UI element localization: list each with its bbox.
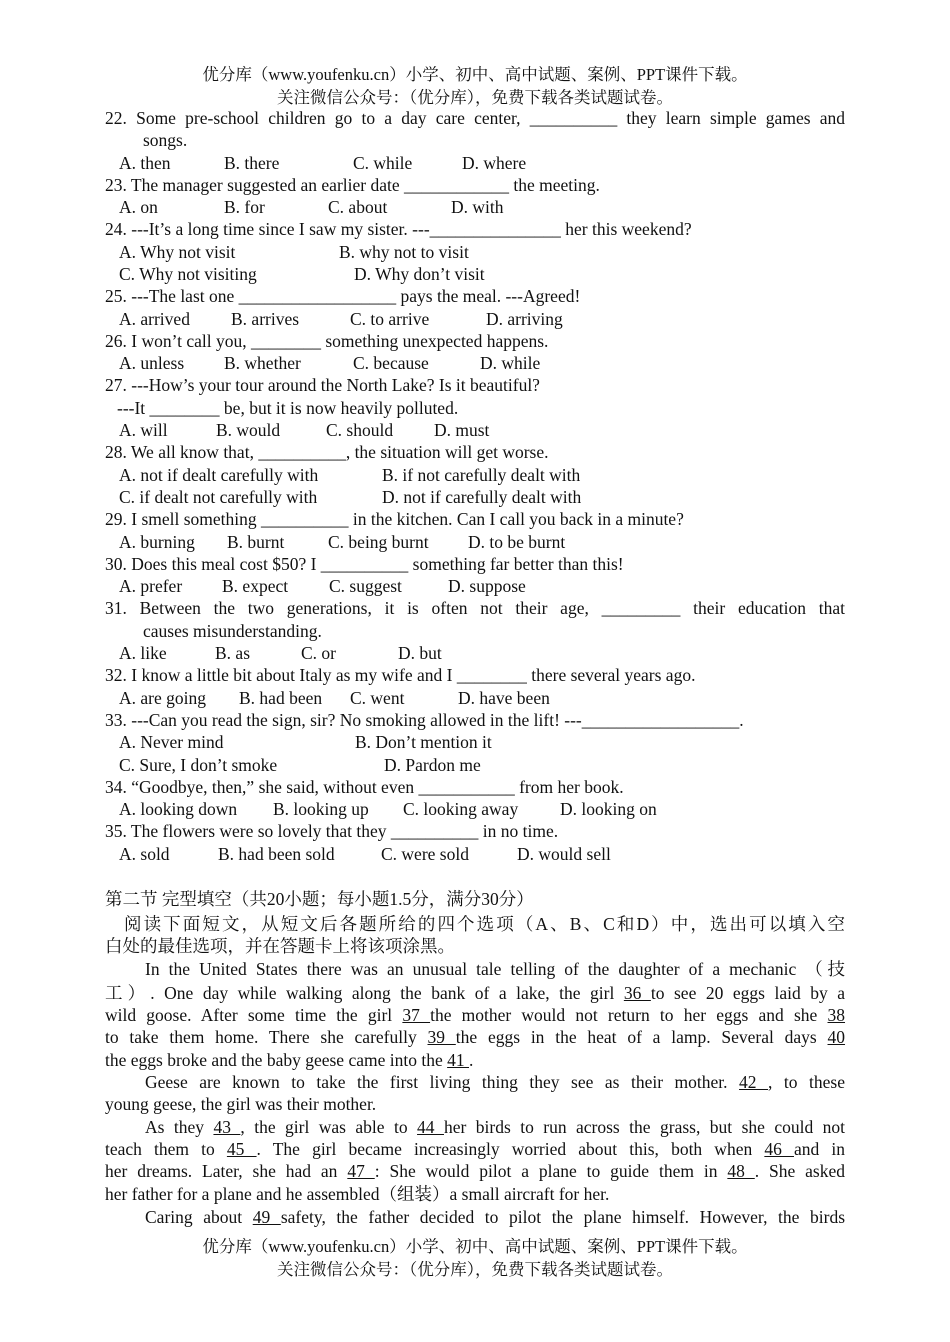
section-title: 第二节 完型填空（共20小题；每小题1.5分，满分30分） xyxy=(105,889,534,909)
question-27-stem-cont: ---It ________ be, but it is now heavily polluted. xyxy=(117,398,459,418)
option-b[interactable]: B. would xyxy=(216,420,281,440)
passage-p3-line1: As they 43 , the girl was able to 44 her birds to run across the grass, but she could not xyxy=(145,1117,846,1137)
option-c[interactable]: C. about xyxy=(328,197,388,217)
option-a[interactable]: A. unless xyxy=(119,353,185,373)
option-c[interactable]: C. being burnt xyxy=(328,532,429,552)
option-c[interactable]: C. looking away xyxy=(403,799,519,819)
option-a[interactable]: A. Why not visit xyxy=(119,242,236,262)
passage-p3-line4: her father for a plane and he assembled（组装）a small aircraft for her. xyxy=(105,1184,610,1204)
option-b[interactable]: B. whether xyxy=(224,353,301,373)
option-d[interactable]: D. suppose xyxy=(448,576,526,596)
question-26-stem: 26. I won’t call you, ________ something unexpected happens. xyxy=(105,331,549,351)
option-b[interactable]: B. expect xyxy=(222,576,289,596)
option-d[interactable]: D. looking on xyxy=(560,799,657,819)
question-32-stem: 32. I know a little bit about Italy as my wife and I ________ there several years ago. xyxy=(105,665,696,685)
blank-38[interactable]: 38 xyxy=(827,1005,846,1025)
question-34-stem: 34. “Goodbye, then,” she said, without even ___________ from her book. xyxy=(105,777,624,797)
question-29-stem: 29. I smell something __________ in the kitchen. Can I call you back in a minute? xyxy=(105,509,684,529)
option-b[interactable]: B. as xyxy=(215,643,250,663)
option-a[interactable]: A. then xyxy=(119,153,171,173)
option-a[interactable]: A. arrived xyxy=(119,309,190,329)
blank-49[interactable]: 49 xyxy=(252,1207,281,1227)
option-d[interactable]: D. must xyxy=(434,420,490,440)
option-b[interactable]: B. for xyxy=(224,197,265,217)
passage-p4-line1: Caring about 49 safety, the father decided to pilot the plane himself. However, the birds xyxy=(145,1207,846,1227)
blank-36[interactable]: 36 xyxy=(623,983,651,1003)
option-b[interactable]: B. why not to visit xyxy=(339,242,469,262)
passage-p1-line2: 工）. One day while walking along the bank of a lake, the girl 36 to see 20 eggs laid by a xyxy=(105,983,845,1003)
option-c[interactable]: C. while xyxy=(353,153,413,173)
option-c[interactable]: C. suggest xyxy=(329,576,402,596)
option-a[interactable]: A. prefer xyxy=(119,576,183,596)
option-d[interactable]: D. Pardon me xyxy=(384,755,481,775)
option-d[interactable]: D. would sell xyxy=(517,844,611,864)
passage-p3-line3: her dreams. Later, she had an 47 : She would pilot a plane to guide them in 48 . She asked xyxy=(105,1161,846,1181)
question-33-stem: 33. ---Can you read the sign, sir? No smoking allowed in the lift! ---__________________. xyxy=(105,710,744,730)
section-instruction-1: 阅读下面短文，从短文后各题所给的四个选项（A、B、C和D）中，选出可以填入空 xyxy=(124,914,845,934)
option-a[interactable]: A. like xyxy=(119,643,167,663)
question-30-stem: 30. Does this meal cost $50? I __________ something far better than this! xyxy=(105,554,624,574)
passage-p3-line2: teach them to 45 . The girl became increasingly worried about this, both when 46 and in xyxy=(105,1139,845,1159)
option-a[interactable]: A. Never mind xyxy=(119,732,224,752)
question-31-stem-cont: causes misunderstanding. xyxy=(143,621,322,641)
passage-p2-line2: young geese, the girl was their mother. xyxy=(105,1094,377,1114)
option-a[interactable]: A. on xyxy=(119,197,158,217)
option-c[interactable]: C. were sold xyxy=(381,844,469,864)
passage-p1-line5: the eggs broke and the baby geese came into the 41 . xyxy=(105,1050,474,1070)
question-35-stem: 35. The flowers were so lovely that they __________ in no time. xyxy=(105,821,559,841)
option-b[interactable]: B. burnt xyxy=(227,532,285,552)
question-28-stem: 28. We all know that, __________, the situation will get worse. xyxy=(105,442,549,462)
header-line-2: 关注微信公众号：（优分库），免费下载各类试题试卷。 xyxy=(277,88,673,107)
footer-line-2: 关注微信公众号：（优分库），免费下载各类试题试卷。 xyxy=(277,1260,673,1279)
blank-46[interactable]: 46 xyxy=(764,1139,794,1159)
option-b[interactable]: B. there xyxy=(224,153,280,173)
blank-40[interactable]: 40 xyxy=(827,1027,846,1047)
option-d[interactable]: D. where xyxy=(462,153,527,173)
question-27-stem: 27. ---How’s your tour around the North Lake? Is it beautiful? xyxy=(105,375,540,395)
question-23-stem: 23. The manager suggested an earlier date ____________ the meeting. xyxy=(105,175,600,195)
option-b[interactable]: B. arrives xyxy=(231,309,300,329)
option-a[interactable]: A. not if dealt carefully with xyxy=(119,465,319,485)
option-a[interactable]: A. will xyxy=(119,420,168,440)
option-a[interactable]: A. looking down xyxy=(119,799,238,819)
option-b[interactable]: B. if not carefully dealt with xyxy=(382,465,581,485)
blank-43[interactable]: 43 xyxy=(213,1117,241,1137)
option-c[interactable]: C. Sure, I don’t smoke xyxy=(119,755,278,775)
option-c[interactable]: C. because xyxy=(353,353,429,373)
option-d[interactable]: D. but xyxy=(398,643,442,663)
option-c[interactable]: C. to arrive xyxy=(350,309,430,329)
blank-48[interactable]: 48 xyxy=(727,1161,755,1181)
blank-42[interactable]: 42 xyxy=(739,1072,769,1092)
option-b[interactable]: B. had been xyxy=(239,688,323,708)
option-a[interactable]: A. burning xyxy=(119,532,195,552)
option-c[interactable]: C. Why not visiting xyxy=(119,264,257,284)
option-c[interactable]: C. should xyxy=(326,420,394,440)
passage-p2-line1: Geese are known to take the first living thing they see as their mother. 42 , to these xyxy=(145,1072,845,1092)
option-d[interactable]: D. arriving xyxy=(486,309,563,329)
blank-37[interactable]: 37 xyxy=(402,1005,431,1025)
question-24-stem: 24. ---It’s a long time since I saw my sister. ---_______________ her this weekend? xyxy=(105,219,692,239)
option-a[interactable]: A. are going xyxy=(119,688,206,708)
passage-p1-line3: wild goose. After some time the girl 37 the mother would not return to her eggs and she 38 xyxy=(105,1005,846,1025)
blank-39[interactable]: 39 xyxy=(427,1027,456,1047)
blank-47[interactable]: 47 xyxy=(347,1161,375,1181)
section-instruction-2: 白处的最佳选项，并在答题卡上将该项涂黑。 xyxy=(105,936,455,956)
option-d[interactable]: D. while xyxy=(480,353,541,373)
question-31-stem: 31. Between the two generations, it is often not their age, _________ their education that xyxy=(105,598,845,618)
header-line-1: 优分库（www.youfenku.cn）小学、初中、高中试题、案例、PPT课件下载。 xyxy=(202,65,748,84)
question-22-stem: 22. Some pre-school children go to a day care center, __________ they learn simple games and xyxy=(105,108,845,128)
option-d[interactable]: D. to be burnt xyxy=(468,532,566,552)
option-b[interactable]: B. had been sold xyxy=(218,844,335,864)
question-25-stem: 25. ---The last one __________________ pays the meal. ---Agreed! xyxy=(105,286,581,306)
question-22-stem-cont: songs. xyxy=(143,130,188,150)
option-d[interactable]: D. have been xyxy=(458,688,550,708)
option-c[interactable]: C. went xyxy=(350,688,405,708)
passage-p1-line4: to take them home. There she carefully 39 the eggs in the heat of a lamp. Several days 40 xyxy=(105,1027,846,1047)
footer-line-1: 优分库（www.youfenku.cn）小学、初中、高中试题、案例、PPT课件下载。 xyxy=(202,1237,748,1256)
option-c[interactable]: C. or xyxy=(301,643,336,663)
option-c[interactable]: C. if dealt not carefully with xyxy=(119,487,318,507)
option-d[interactable]: D. Why don’t visit xyxy=(354,264,485,284)
option-d[interactable]: D. not if carefully dealt with xyxy=(382,487,582,507)
blank-41[interactable]: 41 xyxy=(447,1050,469,1070)
option-b[interactable]: B. looking up xyxy=(273,799,369,819)
option-b[interactable]: B. Don’t mention it xyxy=(355,732,492,752)
blank-45[interactable]: 45 xyxy=(226,1139,257,1159)
option-d[interactable]: D. with xyxy=(451,197,504,217)
passage-p1-line1: In the United States there was an unusual tale telling of the daughter of a mechanic （技 xyxy=(145,959,845,979)
blank-44[interactable]: 44 xyxy=(417,1117,444,1137)
option-a[interactable]: A. sold xyxy=(119,844,170,864)
